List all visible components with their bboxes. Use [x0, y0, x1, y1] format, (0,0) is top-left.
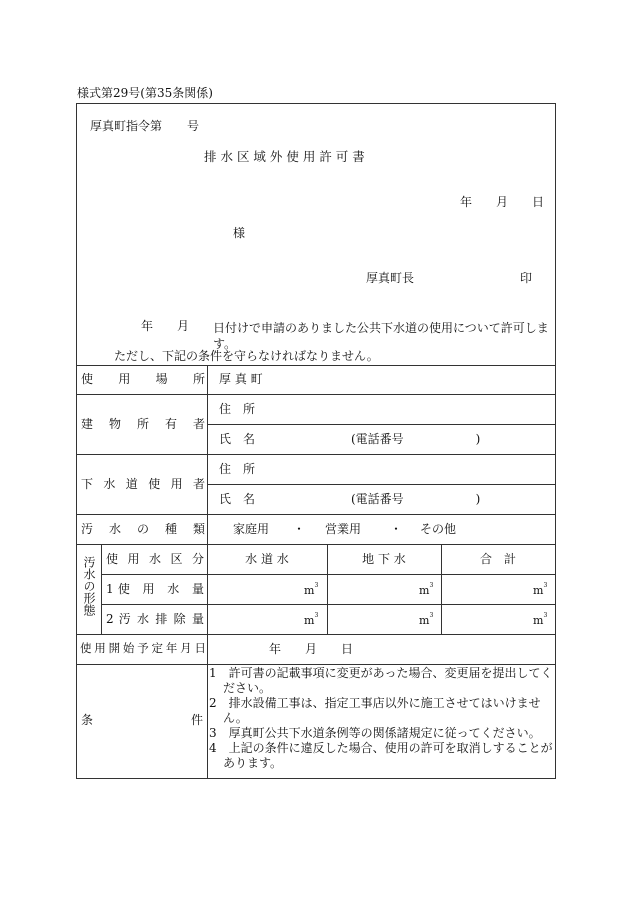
building-owner-label: 建 物 所 有 者 — [81, 417, 205, 431]
sewage-type-label: 汚 水 の 種 類 — [81, 522, 205, 536]
start-day: 日 — [341, 642, 354, 656]
conditions-label-right: 件 — [191, 713, 204, 727]
application-text: 日付けで申請のありました公共下水道の使用について許可します。 — [213, 321, 549, 351]
start-year: 年 — [269, 642, 282, 656]
column-tap-water: 水 道 水 — [245, 552, 289, 566]
unit-cubic-meter: $m^3$ — [533, 612, 548, 627]
user-phone-label: (電話番号 ) — [351, 492, 481, 506]
proviso-text: ただし、下記の条件を守らなければなりません。 — [114, 349, 379, 363]
sewage-type-separator: ・ — [390, 522, 403, 536]
owner-address-label: 住 所 — [219, 402, 256, 416]
start-date-label: 使用開始予定年月日 — [80, 641, 206, 655]
condition-item: 2 排水設備工事は、指定工事店以外に施工させてはいけません。 — [209, 696, 541, 725]
application-month: 月 — [177, 319, 190, 333]
date-month: 月 — [496, 195, 509, 209]
addressee-suffix: 様 — [233, 226, 246, 240]
water-usage-row-label: 1 使 用 水 量 — [106, 582, 204, 596]
unit-cubic-meter: $m^3$ — [419, 582, 434, 597]
condition-item: 3 厚真町公共下水道条例等の関係諸規定に従ってください。 — [209, 726, 541, 740]
start-month: 月 — [305, 642, 318, 656]
seal-mark: 印 — [520, 271, 533, 285]
sewage-form-label: 汚水の形態 — [82, 556, 96, 616]
permit-form — [76, 103, 556, 779]
water-category-label: 使 用 水 区 分 — [106, 552, 204, 566]
condition-item: 1 許可書の記載事項に変更があった場合、変更届を提出してください。 — [209, 666, 553, 695]
owner-phone-label: (電話番号 ) — [351, 432, 481, 446]
user-address-label: 住 所 — [219, 462, 256, 476]
issuer: 厚真町長 — [366, 271, 415, 285]
sewage-type-business: 営業用 — [325, 522, 362, 536]
application-year: 年 — [141, 319, 154, 333]
conditions-list — [209, 666, 555, 771]
conditions-label-left: 条 — [81, 713, 94, 727]
sewage-type-other: その他 — [420, 522, 457, 536]
sewer-user-label: 下 水 道 使 用 者 — [81, 477, 205, 491]
column-groundwater: 地 下 水 — [362, 552, 406, 566]
unit-cubic-meter: $m^3$ — [304, 582, 319, 597]
sewage-type-household: 家庭用 — [233, 522, 270, 536]
sewage-type-separator: ・ — [293, 522, 306, 536]
document-title: 排 水 区 域 外 使 用 許 可 書 — [204, 149, 365, 164]
usage-location-value: 厚 真 町 — [219, 372, 263, 386]
user-name-label: 氏 名 — [219, 492, 256, 506]
date-year: 年 — [460, 195, 473, 209]
condition-item: 4 上記の条件に違反した場合、使用の許可を取消しすることがあります。 — [209, 741, 553, 770]
date-day: 日 — [532, 195, 545, 209]
unit-cubic-meter: $m^3$ — [533, 582, 548, 597]
form-caption: 様式第29号(第35条関係) — [77, 86, 213, 100]
reference-prefix: 厚真町指令第 — [90, 119, 163, 133]
unit-cubic-meter: $m^3$ — [419, 612, 434, 627]
owner-name-label: 氏 名 — [219, 432, 256, 446]
usage-location-label: 使 用 場 所 — [81, 372, 205, 386]
sewage-discharge-row-label: 2 汚 水 排 除 量 — [106, 612, 204, 626]
reference-suffix: 号 — [187, 119, 200, 133]
column-total: 合 計 — [479, 552, 516, 566]
unit-cubic-meter: $m^3$ — [304, 612, 319, 627]
